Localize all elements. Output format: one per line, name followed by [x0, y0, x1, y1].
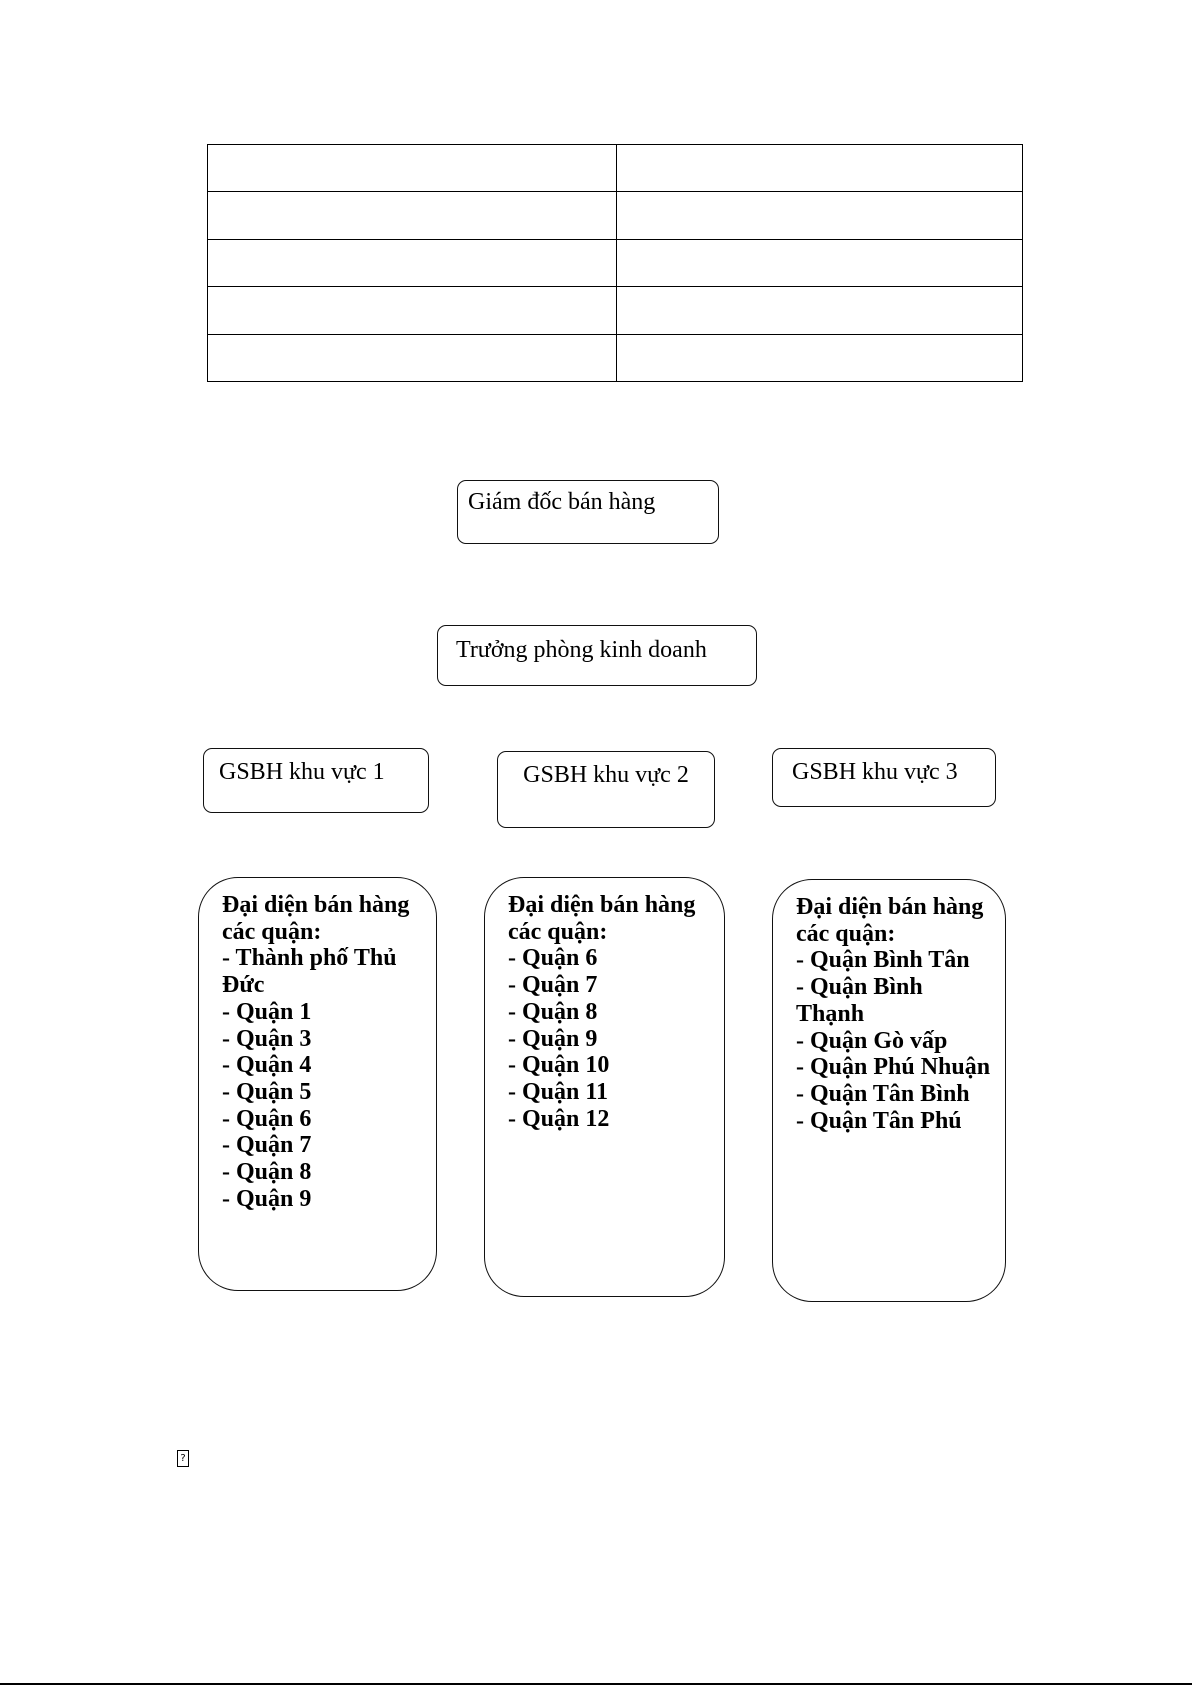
- table-cell: [208, 145, 617, 192]
- region-title: Đại diện bán hàng các quận:: [222, 892, 410, 945]
- region-item: - Quận Tân Bình: [796, 1080, 970, 1107]
- region-item: - Quận Phú Nhuận: [796, 1054, 991, 1081]
- region-item: - Quận 12: [508, 1105, 610, 1132]
- region-item: - Quận Bình Thạnh: [796, 974, 923, 1027]
- table-cell: [617, 287, 1023, 334]
- table-cell: [208, 287, 617, 334]
- supervisor-label-3: GSBH khu vực 3: [792, 759, 958, 785]
- supervisor-label-1: GSBH khu vực 1: [219, 759, 385, 785]
- table-cell: [208, 334, 617, 381]
- supervisor-box-2: [497, 751, 715, 828]
- region-item: - Quận Tân Phú: [796, 1107, 962, 1134]
- table-cell: [617, 239, 1023, 286]
- table-row: [208, 192, 1023, 239]
- head-of-sales-box: [437, 625, 757, 686]
- head-of-sales-label: Trưởng phòng kinh doanh: [456, 637, 707, 663]
- region-item: - Quận 9: [222, 1185, 312, 1212]
- region-item: - Quận 7: [222, 1132, 312, 1159]
- region-item: - Quận 3: [222, 1025, 312, 1052]
- table-row: [208, 334, 1023, 381]
- region-title: Đại diện bán hàng các quận:: [796, 894, 984, 947]
- region-box-3: [772, 879, 1006, 1302]
- table-cell: [617, 145, 1023, 192]
- region-item: - Quận 9: [508, 1025, 598, 1052]
- table-cell: [208, 239, 617, 286]
- table-row: [208, 287, 1023, 334]
- region-box-1: [198, 877, 437, 1291]
- supervisor-box-3: [772, 748, 996, 807]
- table-row: [208, 145, 1023, 192]
- supervisor-box-1: [203, 748, 429, 813]
- region-item: - Quận 10: [508, 1052, 610, 1079]
- region-item: - Quận 5: [222, 1078, 312, 1105]
- region-item: - Quận Gò vấp: [796, 1027, 948, 1054]
- region-item: - Quận 1: [222, 998, 312, 1025]
- region-item: - Quận 4: [222, 1052, 312, 1079]
- missing-glyph-icon: ?: [177, 1450, 189, 1467]
- supervisor-label-2: GSBH khu vực 2: [523, 762, 689, 788]
- region-item: - Quận Bình Tân: [796, 947, 970, 974]
- empty-table: [207, 144, 1023, 382]
- region-item: - Quận 8: [508, 998, 598, 1025]
- region-item: - Quận 6: [222, 1105, 312, 1132]
- region-item: - Quận 8: [222, 1159, 312, 1186]
- region-box-2: [484, 877, 725, 1297]
- table-row: [208, 239, 1023, 286]
- region-item: - Quận 7: [508, 972, 598, 999]
- table-cell: [617, 334, 1023, 381]
- region-title: Đại diện bán hàng các quận:: [508, 892, 696, 945]
- region-item: - Quận 6: [508, 945, 598, 972]
- director-label: Giám đốc bán hàng: [468, 489, 656, 515]
- table-cell: [208, 192, 617, 239]
- table-cell: [617, 192, 1023, 239]
- region-item: - Thành phố Thủ Đức: [222, 945, 397, 999]
- director-box: [457, 480, 719, 544]
- region-item: - Quận 11: [508, 1078, 609, 1105]
